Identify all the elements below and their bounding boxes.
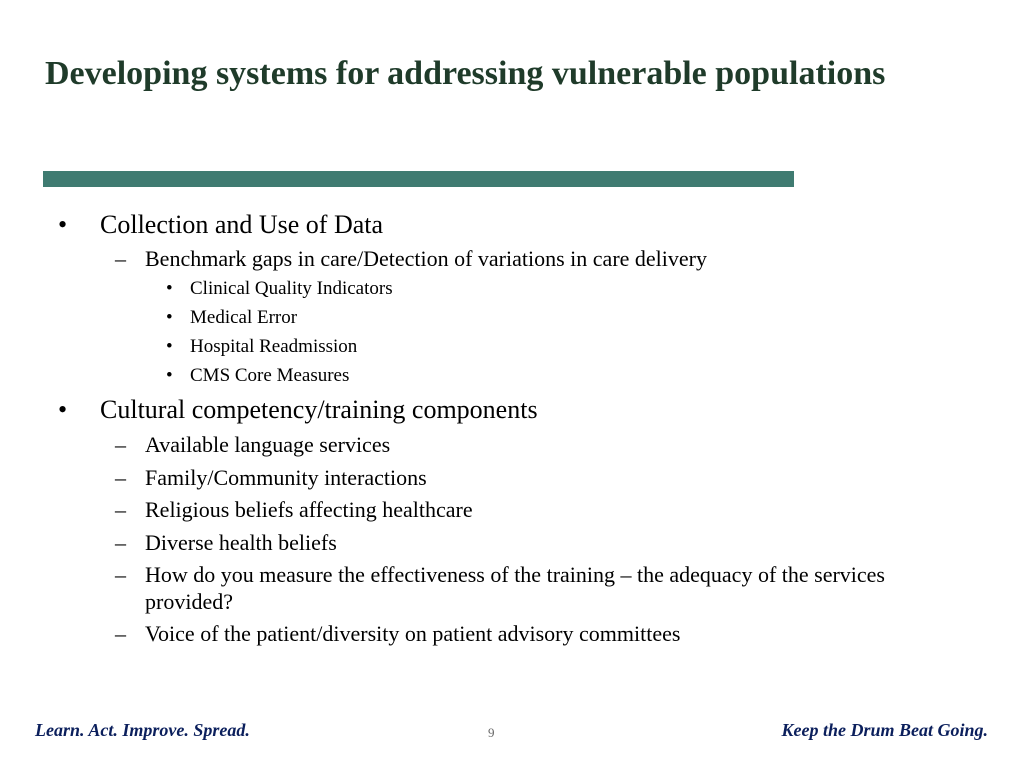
dash-marker: – [115, 465, 126, 490]
bullet-marker: • [166, 307, 173, 328]
bullet-text: Voice of the patient/diversity on patient advisory committees [145, 621, 681, 646]
dash-marker: – [115, 562, 126, 587]
bullet-text: Collection and Use of Data [100, 210, 384, 239]
bullet-marker: • [166, 278, 173, 299]
bullet-text: Medical Error [190, 307, 298, 328]
bullet-text: How do you measure the effectiveness of the training – the adequacy of the services provided? [145, 562, 885, 614]
bullet-text: Cultural competency/training components [100, 395, 538, 424]
footer-tagline-right: Keep the Drum Beat Going. [781, 720, 988, 740]
bullet-text: Religious beliefs affecting healthcare [145, 497, 473, 522]
page-number: 9 [488, 725, 495, 740]
dash-marker: – [115, 530, 126, 555]
bullet-text: Hospital Readmission [190, 336, 358, 357]
dash-marker: – [115, 246, 126, 271]
dash-marker: – [115, 432, 126, 457]
bullet-text: Available language services [145, 432, 391, 457]
bullet-text: Diverse health beliefs [145, 530, 337, 555]
bullet-marker: • [166, 336, 173, 357]
bullet-text: Family/Community interactions [145, 465, 427, 490]
slide-title: Developing systems for addressing vulnerable populations [45, 55, 886, 92]
bullet-text: Benchmark gaps in care/Detection of variations in care delivery [145, 246, 707, 271]
title-divider-bar [43, 171, 794, 187]
dash-marker: – [115, 497, 126, 522]
bullet-marker: • [58, 210, 68, 239]
bullet-text: CMS Core Measures [190, 365, 350, 386]
bullet-marker: • [166, 365, 173, 386]
dash-marker: – [115, 621, 126, 646]
bullet-marker: • [58, 395, 68, 424]
footer-tagline-left: Learn. Act. Improve. Spread. [35, 720, 250, 740]
bullet-text: Clinical Quality Indicators [190, 278, 393, 299]
